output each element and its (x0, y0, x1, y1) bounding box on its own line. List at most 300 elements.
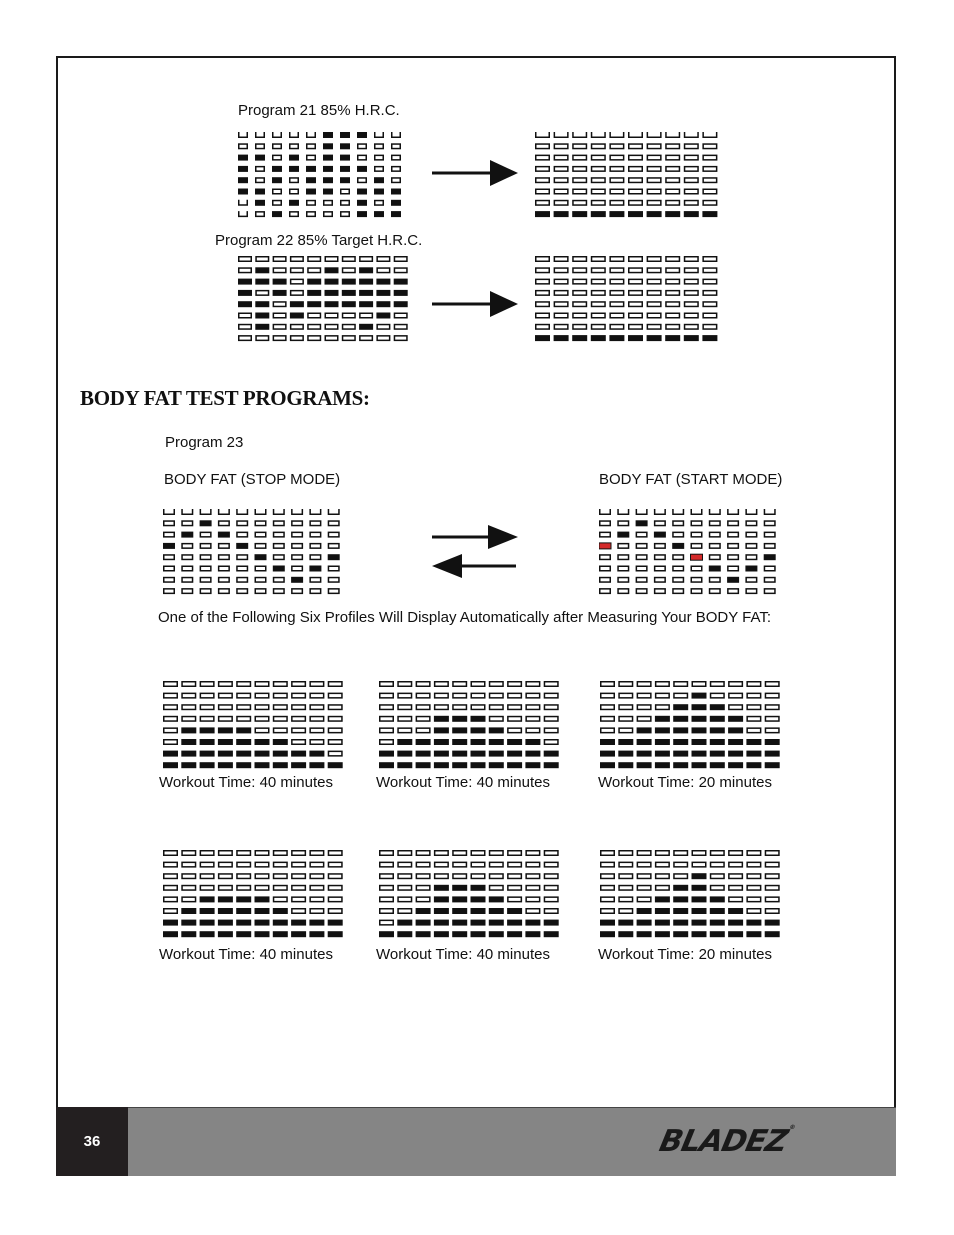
led-cell-off (398, 717, 412, 722)
led-cell-on (273, 908, 288, 914)
led-cell-off (764, 578, 775, 583)
led-cell-off (647, 178, 661, 183)
led-cell-on (236, 908, 251, 914)
led-cell-on (306, 177, 316, 183)
led-cell-off (710, 589, 721, 594)
led-cell-off (728, 555, 739, 560)
led-cell-off (453, 874, 467, 879)
led-cell-on (359, 279, 373, 285)
led-cell-off (601, 874, 615, 879)
led-cell-on (328, 762, 343, 768)
led-cell-top (746, 509, 757, 514)
led-cell-off (398, 728, 412, 733)
led-cell-off (398, 862, 412, 867)
led-cell-off (600, 532, 611, 537)
led-cell-on (600, 920, 615, 926)
led-cell-off (765, 717, 779, 722)
led-cell-off (290, 144, 299, 149)
led-cell-on (728, 908, 743, 914)
led-cell-off (310, 717, 324, 722)
led-cell-off (554, 313, 568, 318)
led-cell-off (618, 521, 629, 526)
led-cell-on (340, 177, 350, 183)
led-cell-off (200, 693, 214, 698)
led-cell-on (359, 301, 373, 307)
led-cell-off (673, 555, 684, 560)
led-cell-top (554, 132, 568, 137)
led-cell-off (610, 313, 624, 318)
led-cell-off (290, 212, 299, 217)
led-cell-off (765, 874, 779, 879)
led-cell-off (637, 862, 651, 867)
led-cell-off (729, 886, 743, 891)
led-cell-off (380, 909, 394, 914)
led-cell-off (710, 555, 721, 560)
led-cell-on (255, 762, 270, 768)
led-cell-on (200, 520, 212, 526)
led-cell-off (255, 717, 269, 722)
led-cell-off (328, 578, 339, 583)
stop-mode-label: BODY FAT (STOP MODE) (164, 471, 341, 488)
led-cell-on (600, 739, 615, 745)
led-cell-on (374, 211, 384, 217)
led-cell-off (618, 589, 629, 594)
led-cell-off (508, 874, 521, 879)
led-cell-off (239, 336, 252, 341)
led-cell-on (391, 189, 401, 195)
led-cell-off (636, 532, 647, 537)
led-cell-off (729, 874, 743, 879)
led-cell-off (629, 291, 643, 296)
led-cell-off (164, 897, 178, 902)
led-cell-on (692, 920, 707, 926)
led-cell-on (434, 727, 449, 733)
led-cell-off (416, 693, 430, 698)
led-cell-off (398, 851, 412, 856)
led-cell-off (666, 155, 680, 160)
led-cell-off (765, 728, 779, 733)
led-cell-top (636, 509, 647, 514)
led-cell-on (309, 762, 324, 768)
led-cell-off (747, 886, 761, 891)
led-cell-off (416, 682, 430, 687)
led-cell-off (573, 268, 587, 273)
led-cell-off (164, 578, 175, 583)
led-cell-off (710, 521, 721, 526)
led-cell-top (274, 509, 285, 514)
led-cell-off (647, 201, 661, 206)
led-cell-off (536, 201, 550, 206)
led-cell-off (164, 521, 175, 526)
led-cell-off (324, 212, 333, 217)
led-cell-off (292, 717, 306, 722)
led-cell-off (273, 313, 286, 318)
led-cell-on (291, 577, 303, 583)
led-cell-on (591, 335, 606, 341)
led-cell-on (600, 762, 615, 768)
led-cell-off (490, 705, 504, 710)
led-cell-on (452, 716, 467, 722)
led-cell-on (544, 751, 559, 757)
led-cell-on (591, 211, 606, 217)
led-cell-on (544, 920, 559, 926)
led-cell-off (508, 682, 521, 687)
led-cell-off (490, 693, 504, 698)
led-cell-off (536, 155, 550, 160)
led-cell-on (340, 166, 350, 172)
led-cell-on (618, 751, 633, 757)
led-cell-off (328, 751, 342, 756)
led-cell-off (292, 521, 303, 526)
led-cell-on (489, 908, 504, 914)
led-cell-on (727, 577, 739, 583)
led-cell-off (618, 566, 629, 571)
led-cell-off (164, 909, 178, 914)
led-cell-off (310, 589, 321, 594)
led-cell-on (309, 566, 321, 572)
led-cell-on (255, 200, 265, 206)
led-cell-on (181, 727, 196, 733)
led-cell-off (554, 268, 568, 273)
led-cell-off (636, 544, 647, 549)
led-cell-off (219, 705, 233, 710)
led-cell-on (291, 931, 306, 937)
led-cell-off (685, 167, 699, 172)
led-cell-on (200, 908, 215, 914)
led-cell-on (325, 301, 339, 307)
led-cell-off (592, 144, 606, 149)
led-cell-off (647, 313, 661, 318)
led-cell-on (328, 554, 340, 560)
led-cell-off (164, 874, 178, 879)
led-cell-top (375, 132, 384, 137)
profile-6-caption: Workout Time: 20 minutes (598, 946, 772, 963)
start-mode-label: BODY FAT (START MODE) (599, 471, 783, 488)
led-cell-off (666, 144, 680, 149)
led-cell-on (416, 931, 431, 937)
led-cell-on (163, 762, 178, 768)
led-cell-off (610, 155, 624, 160)
led-cell-on (618, 920, 633, 926)
led-cell-off (377, 336, 390, 341)
led-cell-off (536, 268, 550, 273)
led-cell-off (666, 302, 680, 307)
led-cell-off (328, 740, 342, 745)
led-cell-top (328, 509, 339, 514)
right-arrow-icon (432, 158, 522, 188)
led-cell-off (629, 313, 643, 318)
led-cell-on (554, 335, 569, 341)
led-cell-on (272, 177, 282, 183)
led-cell-on (394, 301, 408, 307)
led-cell-off (610, 268, 624, 273)
led-cell-off (746, 578, 757, 583)
led-cell-on (309, 751, 324, 757)
led-cell-off (308, 257, 321, 262)
led-cell-off (182, 578, 193, 583)
led-cell-on (710, 727, 725, 733)
led-cell-on (728, 762, 743, 768)
led-cell-on (255, 554, 267, 560)
led-cell-off (728, 521, 739, 526)
led-cell-on (255, 267, 269, 273)
led-cell-off (200, 862, 214, 867)
led-cell-off (182, 851, 196, 856)
led-cell-on (692, 716, 707, 722)
led-cell-off (310, 740, 324, 745)
led-cell-off (544, 693, 558, 698)
led-cell-off (328, 874, 342, 879)
led-cell-off (164, 862, 178, 867)
led-cell-on (163, 931, 178, 937)
led-cell-off (310, 544, 321, 549)
led-cell-on (255, 751, 270, 757)
led-cell-on (684, 335, 699, 341)
profile-grid-2 (379, 681, 563, 775)
led-cell-off (685, 325, 699, 330)
led-cell-on (728, 931, 743, 937)
led-cell-off (703, 325, 717, 330)
led-cell-off (573, 302, 587, 307)
led-cell-on (328, 931, 343, 937)
led-cell-off (554, 325, 568, 330)
led-cell-off (526, 728, 540, 733)
led-cell-off (629, 302, 643, 307)
led-cell-off (398, 705, 412, 710)
led-cell-off (656, 874, 670, 879)
led-cell-on (673, 716, 688, 722)
led-cell-on (692, 885, 707, 891)
led-cell-off (182, 874, 196, 879)
led-cell-off (526, 862, 540, 867)
led-cell-on (471, 751, 486, 757)
led-cell-on (452, 908, 467, 914)
led-cell-off (526, 717, 540, 722)
led-cell-on (452, 727, 467, 733)
led-cell-off (729, 851, 743, 856)
led-cell-off (746, 544, 757, 549)
led-cell-off (310, 851, 324, 856)
led-cell-off (164, 728, 178, 733)
led-cell-on (765, 762, 780, 768)
led-cell-on (673, 931, 688, 937)
led-cell-off (325, 325, 338, 330)
led-cell-off (358, 155, 367, 160)
led-cell-off (490, 874, 504, 879)
led-cell-on (394, 290, 408, 296)
led-cell-off (536, 291, 550, 296)
led-cell-off (685, 189, 699, 194)
led-cell-on (764, 554, 776, 560)
led-cell-on (618, 739, 633, 745)
led-cell-on (765, 920, 780, 926)
led-cell-off (601, 693, 615, 698)
led-cell-off (729, 862, 743, 867)
led-cell-off (392, 144, 401, 149)
led-cell-off (310, 909, 324, 914)
led-cell-on (544, 931, 559, 937)
led-cell-off (375, 144, 384, 149)
led-cell-off (666, 189, 680, 194)
led-cell-on (452, 751, 467, 757)
led-cell-off (182, 862, 196, 867)
led-cell-on (637, 931, 652, 937)
led-cell-off (666, 201, 680, 206)
led-cell-off (239, 313, 252, 318)
led-cell-off (164, 886, 178, 891)
led-cell-on (572, 335, 587, 341)
led-cell-off (490, 886, 504, 891)
led-cell-off (685, 279, 699, 284)
led-cell-off (703, 144, 717, 149)
profiles-caption: One of the Following Six Profiles Will Display Automatically after Measuring Your BODY FAT: (158, 609, 772, 626)
led-cell-off (292, 682, 306, 687)
led-cell-off (746, 521, 757, 526)
led-cell-on (702, 211, 717, 217)
led-cell-on (507, 931, 522, 937)
led-cell-on (236, 739, 251, 745)
led-cell-top (237, 509, 248, 514)
led-cell-off (274, 862, 288, 867)
led-cell-on (255, 920, 270, 926)
led-cell-top (710, 509, 721, 514)
led-cell-off (307, 201, 316, 206)
led-cell-off (703, 167, 717, 172)
led-cell-off (601, 705, 615, 710)
led-cell-off (747, 909, 761, 914)
led-cell-off (291, 325, 304, 330)
led-cell-on (673, 727, 688, 733)
profile-grid-4 (163, 850, 347, 944)
led-cell-on (397, 762, 412, 768)
led-cell-off (292, 728, 306, 733)
led-cell-on (328, 920, 343, 926)
led-cell-off (610, 279, 624, 284)
led-cell-off (573, 313, 587, 318)
led-cell-off (526, 874, 540, 879)
led-cell-off (526, 682, 540, 687)
led-cell-off (573, 144, 587, 149)
led-cell-off (291, 279, 304, 284)
led-cell-on (535, 211, 550, 217)
led-cell-off (308, 336, 321, 341)
led-cell-on (746, 751, 761, 757)
led-cell-off (508, 717, 521, 722)
led-cell-on (746, 920, 761, 926)
led-cell-off (536, 302, 550, 307)
led-cell-off (200, 851, 214, 856)
led-cell-on (471, 739, 486, 745)
led-cell-off (536, 189, 550, 194)
page-number: 36 (56, 1107, 128, 1176)
led-cell-off (292, 886, 306, 891)
led-cell-on (628, 335, 643, 341)
led-cell-off (328, 717, 342, 722)
led-cell-on (307, 290, 321, 296)
led-cell-on (379, 762, 394, 768)
led-cell-off (398, 874, 412, 879)
led-cell-off (164, 693, 178, 698)
led-cell-off (310, 897, 324, 902)
led-cell-off (691, 544, 702, 549)
profile-4-caption: Workout Time: 40 minutes (159, 946, 333, 963)
led-cell-off (328, 693, 342, 698)
led-cell-off (377, 257, 390, 262)
led-cell-on (323, 166, 333, 172)
program22-title: Program 22 85% Target H.R.C. (215, 232, 423, 249)
led-cell-top (255, 509, 266, 514)
led-cell-on (359, 324, 373, 330)
led-cell-on (692, 762, 707, 768)
led-cell-off (219, 521, 230, 526)
led-cell-on (692, 704, 707, 710)
led-cell-off (592, 302, 606, 307)
led-cell-on (394, 279, 408, 285)
led-cell-off (310, 705, 324, 710)
led-cell-off (666, 279, 680, 284)
led-cell-off (592, 279, 606, 284)
led-cell-off (592, 257, 606, 262)
led-cell-off (274, 544, 285, 549)
led-cell-off (392, 167, 401, 172)
led-cell-off (380, 693, 394, 698)
led-cell-on (745, 566, 757, 572)
led-cell-off (703, 257, 717, 262)
led-cell-on (359, 290, 373, 296)
led-cell-off (416, 717, 430, 722)
led-cell-off (237, 578, 248, 583)
led-cell-top (164, 509, 175, 514)
led-cell-off (292, 909, 306, 914)
led-cell-off (592, 189, 606, 194)
led-cell-off (256, 167, 265, 172)
led-cell-on (655, 908, 670, 914)
led-cell-off (685, 302, 699, 307)
led-cell-on (654, 532, 666, 538)
led-cell-on (325, 267, 339, 273)
led-cell-off (435, 874, 449, 879)
led-cell-on (273, 762, 288, 768)
led-cell-off (691, 589, 702, 594)
led-cell-off (325, 336, 338, 341)
led-cell-off (182, 566, 193, 571)
led-cell-on (291, 920, 306, 926)
led-cell-off (765, 897, 779, 902)
led-cell-off (601, 728, 615, 733)
led-cell-off (656, 682, 670, 687)
led-cell-off (544, 897, 558, 902)
led-cell-top (239, 211, 248, 216)
program21-title: Program 21 85% H.R.C. (238, 102, 400, 119)
led-cell-off (274, 521, 285, 526)
led-cell-on (710, 739, 725, 745)
led-cell-on (218, 727, 233, 733)
led-cell-off (703, 313, 717, 318)
led-cell-on (471, 727, 486, 733)
led-cell-off (310, 682, 324, 687)
led-cell-on (452, 885, 467, 891)
led-cell-off (536, 257, 550, 262)
led-cell-on (507, 762, 522, 768)
led-cell-on (181, 908, 196, 914)
led-cell-on (647, 211, 662, 217)
led-cell-on (665, 335, 680, 341)
led-cell-on (236, 931, 251, 937)
led-cell-off (164, 566, 175, 571)
led-cell-off (256, 257, 269, 262)
led-cell-off (237, 693, 251, 698)
led-cell-on (255, 279, 269, 285)
